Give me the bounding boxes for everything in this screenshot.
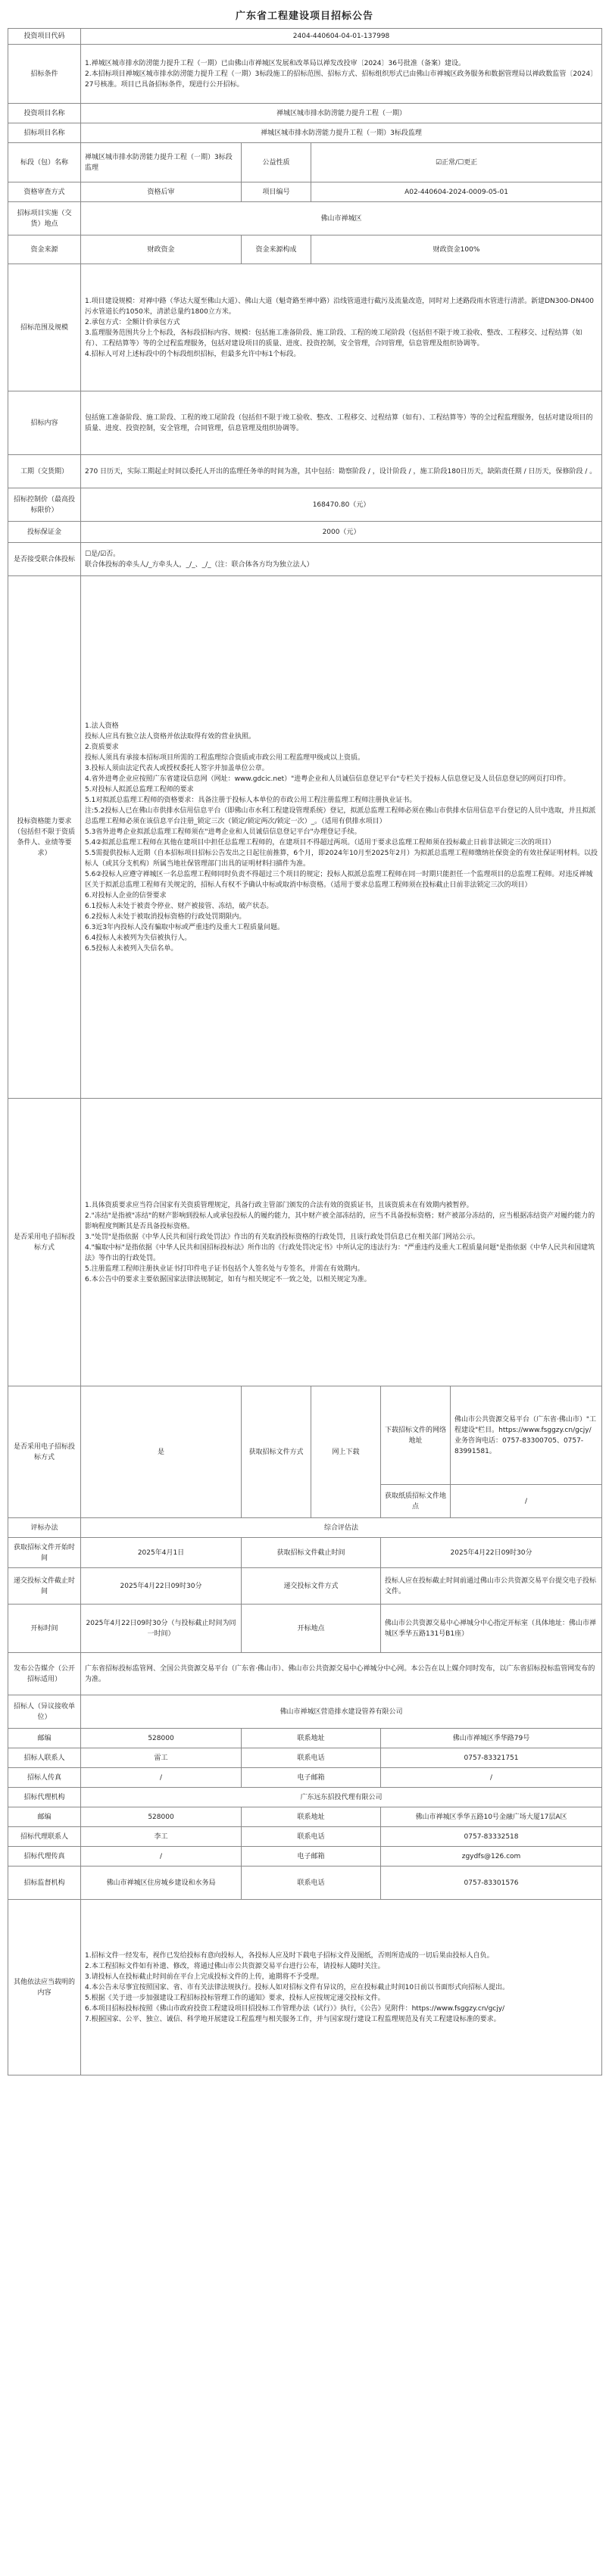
tenderer: 佛山市禅城区营造排水建设管养有限公司 (81, 1695, 602, 1729)
doc-period-label: 获取纸质招标文件地点 (381, 1485, 451, 1518)
address-label: 联系地址 (242, 1729, 381, 1748)
open-time-label: 开标时间 (8, 1605, 81, 1653)
fund-ratio: 财政资金100% (311, 235, 602, 264)
row-consortium (8, 543, 602, 576)
section-name: 禅城区城市排水防涝能力提升工程（一期）3标段监理 (81, 143, 242, 182)
agent-email: zgydfs@126.com (381, 1847, 602, 1867)
agent-fax: / (81, 1847, 242, 1867)
project-code: 2404-440604-04-01-137998 (81, 29, 602, 45)
row-tenderer-fax (8, 1768, 602, 1788)
agent-tel: 0757-83332518 (381, 1827, 602, 1847)
fund-ratio-label: 资金来源构成 (242, 235, 311, 264)
postcode: 528000 (81, 1729, 242, 1748)
conditions-label: 招标条件 (8, 45, 81, 104)
announcement-table (8, 28, 602, 2075)
doc-end: 2025年4月22日09时30分 (381, 1538, 602, 1568)
row-agent-address (8, 1807, 602, 1827)
doc-method-label: 获取招标文件方式 (242, 1386, 311, 1518)
supervisor: 佛山市禅城区住房城乡建设和水务局 (81, 1867, 242, 1900)
section-name-label: 标段（包）名称 (8, 143, 81, 182)
price-label: 招标控制价（最高投标限价） (8, 488, 81, 522)
review-method: 资格后审 (81, 182, 242, 202)
scope-text: 1.项目建设规模：对禅中路（华达大厦至佛山大道）、佛山大道（魁奇路至禅中路）沿线管道进行截污及流量改造，同时对上述路段雨水管进行清淤。新建DN300-DN400污水管道长约1050米，清淤总量约1800立方米。 2.承包方式：全额计价承包方式 3.监理服务范围共分上个标段，各标段招标内容、规模：包括施工准备阶段、施工阶段、工程的竣工尾阶段（包括但不限于竣工验收、整改、工程移交、过程结算（如有）、工程结算等）等的全过程监理服务，包括对建设项目的质量、进度、投资控制，安全管理，合同管理，信息管理及组织协调等。 4.招标人可对上述标段中的个标段组织招标，但最多允许中标1个标段。 (81, 264, 602, 391)
supervisor-tel-label: 联系电话 (242, 1867, 381, 1900)
row-tenderer-contact (8, 1748, 602, 1768)
tender-project-name: 禅城区城市排水防涝能力提升工程（一期）3标段监理 (81, 123, 602, 143)
electronic-label: 是否采用电子招标投标方式 (8, 1386, 81, 1518)
qualification-label: 投标资格能力要求（包括但不限于资质条件人、业绩等要求） (8, 576, 81, 1099)
open-place-label: 开标地点 (242, 1605, 381, 1653)
row-open (8, 1605, 602, 1653)
location: 佛山市禅城区 (81, 202, 602, 235)
row-notes (8, 1099, 602, 1386)
content-label: 招标内容 (8, 391, 81, 455)
tenderer-label: 招标人（异议接收单位） (8, 1695, 81, 1729)
agent: 广东远东招投代理有限公司 (81, 1788, 602, 1807)
notes-text: 1.具体资质要求应当符合国家有关资质管理规定，具备行政主管部门颁发的合法有效的资质证书，且该资质未在有效期内被暂停。 2."冻结"是指被"冻结"的财产影响到投标人或承包投标人的履约能力，其中财产被全部冻结的，应当不具备投标资格；财产被部分冻结的，应当根据冻结资产对履约能力的影响程度判断其是否具备投标资格。 3."处罚"是指依据《中华人民共和国行政处罚法》作出的有关取消投标资格的行政处罚，且该行政处罚信息已在相关部门网站公示。 4."骗取中标"是指依据《中华人民共和国招标投标法》所作出的《行政处罚决定书》中所认定的违法行为："严重违约及重大工程质量问题"是指依据《中华人民共和国建筑法》等作出的行政处罚。 5.注册监理工程师注册执业证书打印件电子证书包括个人签名处与专签名，并需在有效期内。 6.本公告中的要求主要依据国家法律法规制定，如有与相关规定不一致之处，以相关规定为准。 (81, 1099, 602, 1386)
duration-label: 工期（交货期） (8, 455, 81, 488)
bid-place-label: 递交投标文件方式 (242, 1568, 381, 1605)
other-text: 1.招标文件一经发布，视作已发给投标有意向投标人，各投标人应及时下载电子招标文件及图纸，否则所造成的一切后果由投标人自负。 2.本工程招标文件如有补遗、修改，将通过佛山市公共资源交易平台进行公布，请投标人随时关注。 3.请投标人在投标截止时间前在平台上完成投标文件的上传，逾期将不予受理。 4.本公告未尽事宜按照国家、省、市有关法律法规执行。投标人如对招标文件有异议的，应在投标截止时间10日前以书面形式向招标人提出。 5.根据《关于进一步加强建设工程招标投标管理工作的通知》要求，投标人应按规定递交投标文件。 6.本项目招标投标按照《佛山市政府投资工程建设项目招投标工作管理办法（试行）》执行，《公告》见附件：https://www.fsggzy.cn/gcjy/ 7.根据国家、公平、独立、诚信、科学地开展建设工程监理与相关服务工作，并与国家现行建设工程监理规范及有关工程建设标准的要求。 (81, 1900, 602, 2075)
bid-end: 2025年4月22日09时30分 (81, 1568, 242, 1605)
row-doc-time (8, 1538, 602, 1568)
email: / (381, 1768, 602, 1788)
eval: 综合评估法 (81, 1518, 602, 1538)
doc-period: / (451, 1485, 602, 1518)
row-supervisor (8, 1867, 602, 1900)
agent-contact-label: 招标代理联系人 (8, 1827, 81, 1847)
tel-label: 联系电话 (242, 1748, 381, 1768)
row-review (8, 182, 602, 202)
row-deposit (8, 522, 602, 543)
doc-start: 2025年4月1日 (81, 1538, 242, 1568)
agent-postcode-label: 邮编 (8, 1807, 81, 1827)
row-conditions (8, 45, 602, 104)
price: 168470.80（元） (81, 488, 602, 522)
row-agent (8, 1788, 602, 1807)
agent-address: 佛山市禅城区季华五路10号金融广场大厦17层A区 (381, 1807, 602, 1827)
project-name-label: 投资项目名称 (8, 104, 81, 123)
row-other (8, 1900, 602, 2075)
doc-start-label: 获取招标文件开始时间 (8, 1538, 81, 1568)
project-no-label: 项目编号 (242, 182, 311, 202)
row-qualification (8, 576, 602, 1099)
notes-label: 是否采用电子招标投标方式 (8, 1099, 81, 1386)
review-method-label: 资格审查方式 (8, 182, 81, 202)
public-service-label: 公益性质 (242, 143, 311, 182)
row-bid (8, 1568, 602, 1605)
bid-end-label: 递交投标文件截止时间 (8, 1568, 81, 1605)
row-tender-project-name (8, 123, 602, 143)
location-label: 招标项目实施（交货）地点 (8, 202, 81, 235)
agent-email-label: 电子邮箱 (242, 1847, 381, 1867)
row-eval (8, 1518, 602, 1538)
row-price (8, 488, 602, 522)
agent-contact: 李工 (81, 1827, 242, 1847)
bid-place: 投标人应在投标截止时间前通过佛山市公共资源交易平台提交电子投标文件。 (381, 1568, 602, 1605)
agent-tel-label: 联系电话 (242, 1827, 381, 1847)
project-code-label: 投资项目代码 (8, 29, 81, 45)
row-electronic (8, 1386, 602, 1485)
deposit: 2000（元） (81, 522, 602, 543)
row-tenderer-address (8, 1729, 602, 1748)
project-no: A02-440604-2024-0009-05-01 (311, 182, 602, 202)
page-title: 广东省工程建设项目招标公告 (235, 11, 373, 22)
email-label: 电子邮箱 (242, 1768, 381, 1788)
contact: 雷工 (81, 1748, 242, 1768)
row-content (8, 391, 602, 455)
row-scope (8, 264, 602, 391)
address: 佛山市禅城区季华路79号 (381, 1729, 602, 1748)
tel: 0757-83321751 (381, 1748, 602, 1768)
doc-method: 网上下载 (311, 1386, 381, 1518)
electronic: 是 (81, 1386, 242, 1518)
open-time: 2025年4月22日09时30分（与投标截止时间为同一时间） (81, 1605, 242, 1653)
fax: / (81, 1768, 242, 1788)
row-agent-contact (8, 1827, 602, 1847)
row-section (8, 143, 602, 182)
consortium-text: ☐是/☑否。 联合体投标的牵头人/_方牵头人，_/_、_/_（注：联合体各方均为独立法人） (81, 543, 602, 576)
supervisor-tel: 0757-83301576 (381, 1867, 602, 1900)
row-project-code (8, 29, 602, 45)
content-text: 包括施工准备阶段、施工阶段、工程的竣工尾阶段（包括但不限于竣工验收、整改、工程移交、过程结算（如有）、工程结算等）等的全过程监理服务，包括对建设项目的质量、进度、投资控制，安全管理，合同管理，信息管理及组织协调等。 (81, 391, 602, 455)
conditions-text: 1.禅城区城市排水防涝能力提升工程（一期）已由佛山市禅城区发展和改革局以禅发改投审〔2024〕36号批准（备案）建设。 2.本招标项目禅城区城市排水防涝能力提升工程（一期）3标段施工的招标范围、招标方式、招标组织形式已由佛山市禅城区政务服务和数据管理局以禅政数监管〔2024〕27号核准。项目已具备招标条件，现进行公开招标。 (81, 45, 602, 104)
row-fund (8, 235, 602, 264)
other-label: 其他依法应当载明的内容 (8, 1900, 81, 2075)
qualification-text: 1.法人资格 投标人应具有独立法人资格并依法取得有效的营业执照。 2.资质要求 投标人须具有承接本招标项目所需的工程监理综合资质或市政公用工程监理甲级或以上资质。 3.投标人须由法定代表人或授权委托人签字并加盖单位公章。 4.省外进粤企业应按照广东省建设信息网（网址：www.gdcic.net）"进粤企业和人员诚信信息登记平台"专栏关于投标人信息登记及人员信息登记的网页打印件。 5.对投标人拟派总监理工程师的要求 5.1对拟派总监理工程师的资格要求：具备注册于投标人本单位的市政公用工程注册监理工程师注册执业证书。 注:5.2投标人已在佛山市供排水信用信息平台（即佛山市水利工程建设管理系统）登记，拟派总监理工程师必须在佛山市供排水信用信息平台登记的人员中选取，并且拟派总监理工程师必须在该信息平台注册_锁定三次（锁定/锁定两次/锁定一次）_。（适用有供排水项目） 5.3省外进粤企业拟派总监理工程师须在"进粤企业和人员诚信信息登记平台"办理登记手续。 5.4②拟派总监理工程师在其他在建项目中担任总监理工程师的，在建项目不得超过两项。（适用于要求总监理工程师须在投标截止日前非法锁定三次的项目） 5.5需提供投标人近期（自本招标项目招标公告发出之日起往前推算，6个月，即2024年10月至2025年2月）为拟派总监理工程师缴纳社保资金的有效社保证明材料。以投标人（或其分支机构）所属当地社保管理部门出具的证明材料扫描件为准。 5.6②投标人应遵守禅城区一名总监理工程师同时负责不得超过三个项目的规定；投标人拟派总监理工程师在同一时期只能担任一个监理项目的总监理工程师。对违反禅城区关于拟派总监理工程师有关规定的，招标人有权不予确认中标或取消中标资格。（适用于要求总监理工程师须在投标截止日前非法锁定三次的项目） 6.对投标人企业的信誉要求 6.1投标人未处于被责令停业、财产被接管、冻结，破产状态。 6.2投标人未处于被取消投标资格的行政处罚期限内。 6.3近3年内投标人没有骗取中标或严重违约及重大工程质量问题。 6.4投标人未被列为失信被执行人。 6.5投标人未被列入失信名单。 (81, 576, 602, 1099)
doc-site[interactable]: 佛山市公共资源交易平台（广东省·佛山市）"工程建设"栏目。https://www.fsggzy.cn/gcjy/ 业务咨询电话：0757-83300705、0757-83991581。 (451, 1386, 602, 1485)
fund-source: 财政资金 (81, 235, 242, 264)
row-agent-fax (8, 1847, 602, 1867)
tender-project-name-label: 招标项目名称 (8, 123, 81, 143)
media-text: 广东省招标投标监管网、全国公共资源交易平台（广东省·佛山市）、佛山市公共资源交易中心禅城分中心网。本公告在以上媒介同时发布，以广东省招标投标监管网发布的为准。 (81, 1653, 602, 1695)
media-label: 发布公告媒介（公开招标适用） (8, 1653, 81, 1695)
fund-source-label: 资金来源 (8, 235, 81, 264)
project-name: 禅城区城市排水防涝能力提升工程（一期） (81, 104, 602, 123)
agent-label: 招标代理机构 (8, 1788, 81, 1807)
consortium-label: 是否接受联合体投标 (8, 543, 81, 576)
row-duration (8, 455, 602, 488)
row-project-name (8, 104, 602, 123)
row-location (8, 202, 602, 235)
postcode-label: 邮编 (8, 1729, 81, 1748)
agent-postcode: 528000 (81, 1807, 242, 1827)
doc-end-label: 获取招标文件截止时间 (242, 1538, 381, 1568)
row-tenderer (8, 1695, 602, 1729)
open-place: 佛山市公共资源交易中心禅城分中心指定开标室（具体地址：佛山市禅城区季华五路131号B1座） (381, 1605, 602, 1653)
scope-label: 招标范围及规模 (8, 264, 81, 391)
duration-text: 270 日历天，实际工期起止时间以委托人开出的监理任务单的时间为准，其中包括：勘察阶段 / ，设计阶段 / ，施工阶段180日历天，缺陷责任期 / 日历天，保修阶段 / 。 (81, 455, 602, 488)
contact-label: 招标人联系人 (8, 1748, 81, 1768)
agent-fax-label: 招标代理传真 (8, 1847, 81, 1867)
doc-site-label: 下载招标文件的网络地址 (381, 1386, 451, 1485)
eval-label: 评标办法 (8, 1518, 81, 1538)
supervisor-label: 招标监督机构 (8, 1867, 81, 1900)
row-media (8, 1653, 602, 1695)
fax-label: 招标人传真 (8, 1768, 81, 1788)
public-service: ☑正常/☐更正 (311, 143, 602, 182)
deposit-label: 投标保证金 (8, 522, 81, 543)
agent-address-label: 联系地址 (242, 1807, 381, 1827)
